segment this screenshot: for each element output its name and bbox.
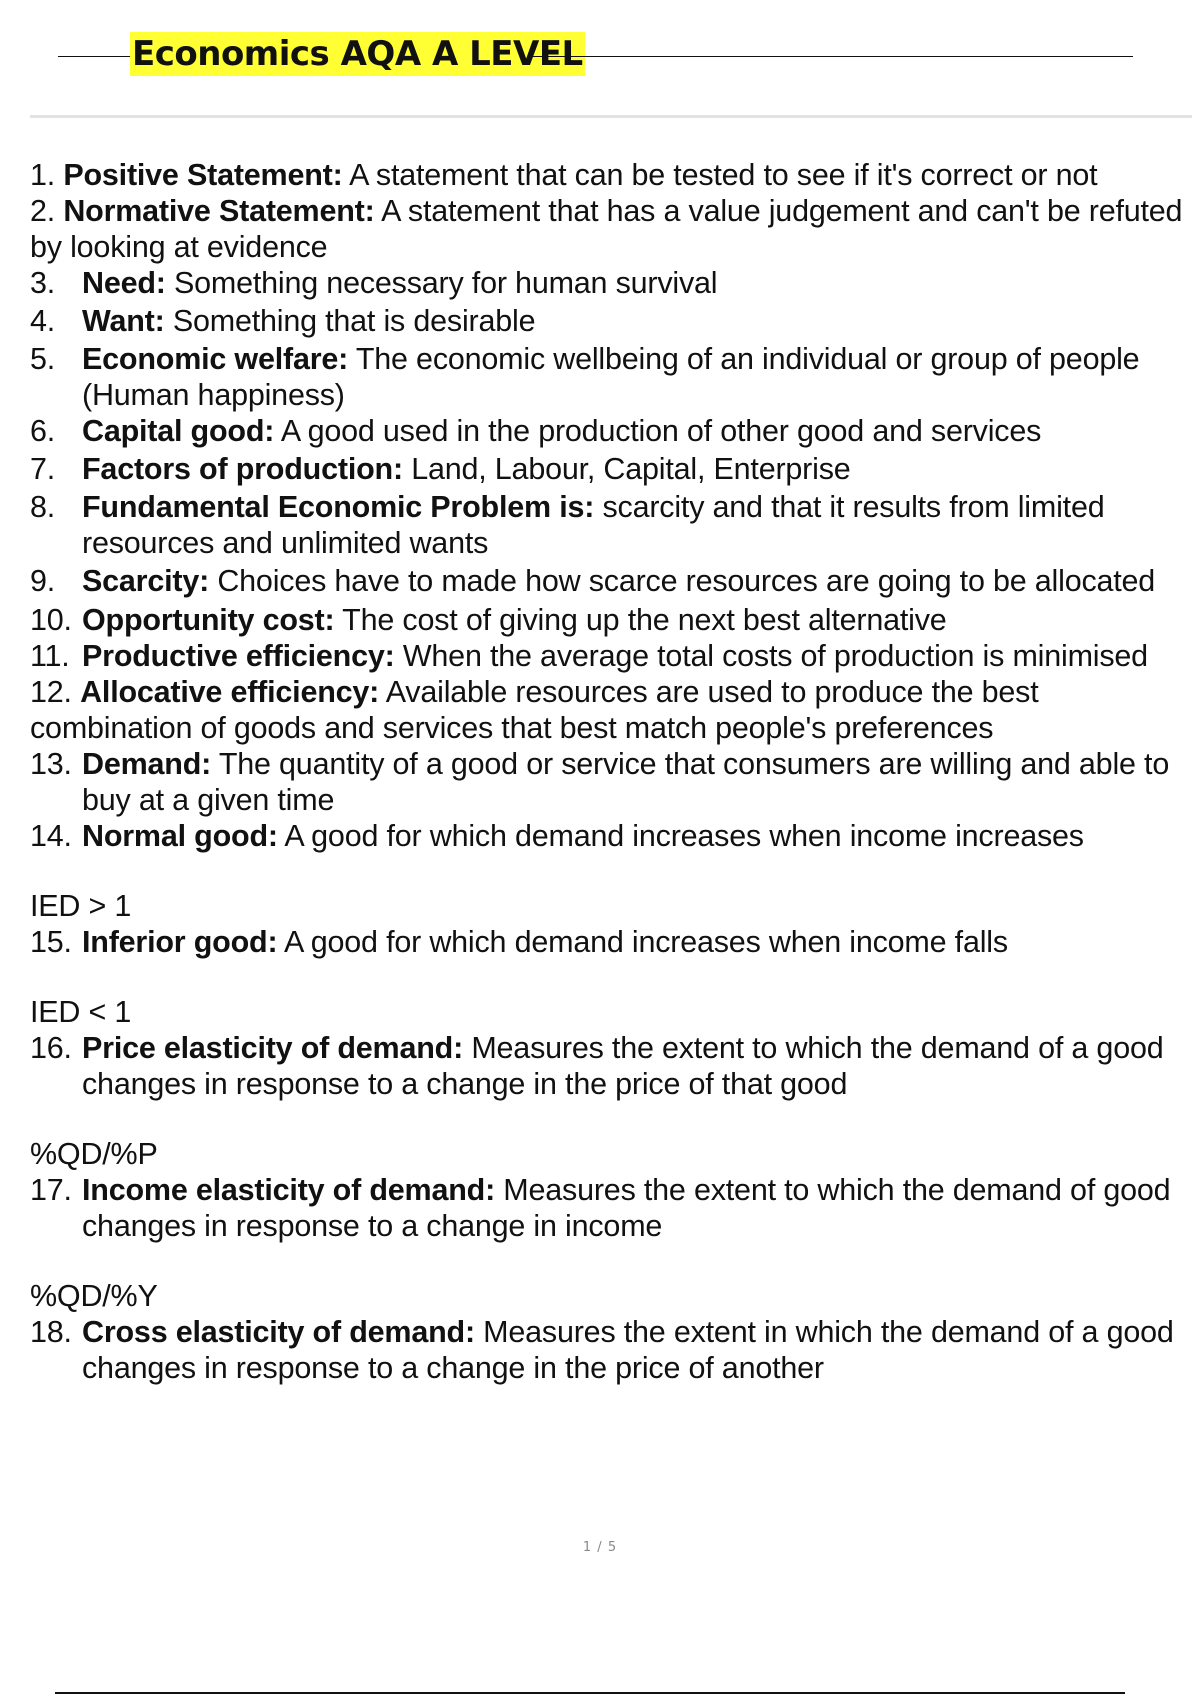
term: Normal good: — [82, 819, 278, 853]
page-number: 1 / 5 — [582, 1540, 618, 1555]
term: Economic welfare: — [82, 342, 349, 376]
term: Demand: — [82, 747, 212, 781]
definition: A good for which demand increases when income increases — [277, 819, 1084, 853]
definition-item-1: 1. Positive Statement: A statement that can be tested to see if it's correct or not — [30, 158, 1098, 192]
definition-item-5: 5. Economic welfare: The economic wellbeing of an individual or group of people (Human happiness) — [30, 342, 1140, 412]
term: Need: — [82, 266, 166, 300]
term: Cross elasticity of demand: — [82, 1315, 475, 1349]
definition-item-10: 10. Opportunity cost: The cost of giving up the next best alternative — [30, 603, 947, 637]
yed-formula: %QD/%Y — [30, 1279, 158, 1313]
header-rule-left — [58, 56, 130, 57]
ped-formula: %QD/%P — [30, 1137, 158, 1171]
term: Inferior good: — [82, 925, 278, 959]
document-title: Economics AQA A LEVEL — [132, 34, 583, 74]
document-header — [58, 26, 1133, 82]
definition-item-7: 7. Factors of production: Land, Labour, Capital, Enterprise — [30, 452, 851, 486]
term: Normative Statement: — [63, 194, 375, 228]
definition-item-6: 6. Capital good: A good used in the production of other good and services — [30, 414, 1042, 448]
definition: Something that is desirable — [164, 304, 536, 338]
term: Allocative efficiency: — [80, 675, 380, 709]
term: Scarcity: — [82, 564, 210, 598]
term: Capital good: — [82, 414, 275, 448]
definition: Measures the extent to which the demand of good changes in response to a change in income — [82, 1173, 1171, 1243]
ied-normal-formula: IED > 1 — [30, 889, 132, 923]
definition-item-17: 17. Income elasticity of demand: Measures the extent to which the demand of good changes in response to a change in income — [30, 1173, 1171, 1243]
definition: The cost of giving up the next best alternative — [334, 603, 947, 637]
definition: Something necessary for human survival — [165, 266, 718, 300]
definition: The economic wellbeing of an individual or group of people (Human happiness) — [82, 342, 1140, 412]
header-divider — [30, 115, 1192, 118]
definition: Land, Labour, Capital, Enterprise — [402, 452, 851, 486]
definition-item-11: 11. Productive efficiency: When the average total costs of production is minimised — [30, 639, 1148, 673]
definition-item-3: 3. Need: Something necessary for human survival — [30, 266, 718, 300]
definition-item-15: 15. Inferior good: A good for which demand increases when income falls — [30, 925, 1008, 959]
term: Fundamental Economic Problem is: — [82, 490, 595, 524]
header-rule-right — [530, 56, 1133, 57]
definition: The quantity of a good or service that consumers are willing and able to buy at a given time — [82, 747, 1170, 817]
definition: A statement that can be tested to see if it's correct or not — [342, 158, 1098, 192]
definition: A good used in the production of other good and services — [274, 414, 1042, 448]
definition-item-12: 12. Allocative efficiency: Available resources are used to produce the best combination of goods and services that best match people's preferences — [30, 675, 1039, 745]
term: Income elasticity of demand: — [82, 1173, 496, 1207]
definition-item-13: 13. Demand: The quantity of a good or service that consumers are willing and able to buy at a given time — [30, 747, 1170, 817]
term: Want: — [82, 304, 165, 338]
definitions-list — [30, 157, 1190, 1386]
definition: Available resources are used to produce the best combination of goods and services that best match people's preferences — [30, 675, 1039, 745]
definition: Choices have to made how scarce resources are going to be allocated — [209, 564, 1156, 598]
definition-item-9: 9. Scarcity: Choices have to made how scarce resources are going to be allocated — [30, 564, 1156, 598]
term: Opportunity cost: — [82, 603, 335, 637]
definition-item-2: 2. Normative Statement: A statement that has a value judgement and can't be refuted by looking at evidence — [30, 194, 1183, 264]
ied-inferior-formula: IED < 1 — [30, 995, 132, 1029]
definition: When the average total costs of production is minimised — [394, 639, 1148, 673]
term: Productive efficiency: — [82, 639, 395, 673]
definition-item-14: 14. Normal good: A good for which demand increases when income increases — [30, 819, 1084, 853]
definition: Measures the extent to which the demand of a good changes in response to a change in the price of that good — [82, 1031, 1164, 1101]
definition: A statement that has a value judgement and can't be refuted by looking at evidence — [30, 194, 1183, 264]
term: Factors of production: — [82, 452, 403, 486]
definition: Measures the extent in which the demand of a good changes in response to a change in the price of another — [82, 1315, 1174, 1385]
footer-divider — [55, 1692, 1125, 1694]
term: Price elasticity of demand: — [82, 1031, 464, 1065]
definition: scarcity and that it results from limited resources and unlimited wants — [82, 490, 1105, 560]
definition-item-16: 16. Price elasticity of demand: Measures the extent to which the demand of a good changes in response to a change in the price of that good — [30, 1031, 1164, 1101]
definition: A good for which demand increases when income falls — [277, 925, 1008, 959]
term: Positive Statement: — [63, 158, 343, 192]
definition-item-8: 8. Fundamental Economic Problem is: scarcity and that it results from limited resources and unlimited wants — [30, 490, 1105, 560]
definition-item-4: 4. Want: Something that is desirable — [30, 304, 536, 338]
definition-item-18: 18. Cross elasticity of demand: Measures the extent in which the demand of a good changes in response to a change in the price of another — [30, 1315, 1174, 1385]
